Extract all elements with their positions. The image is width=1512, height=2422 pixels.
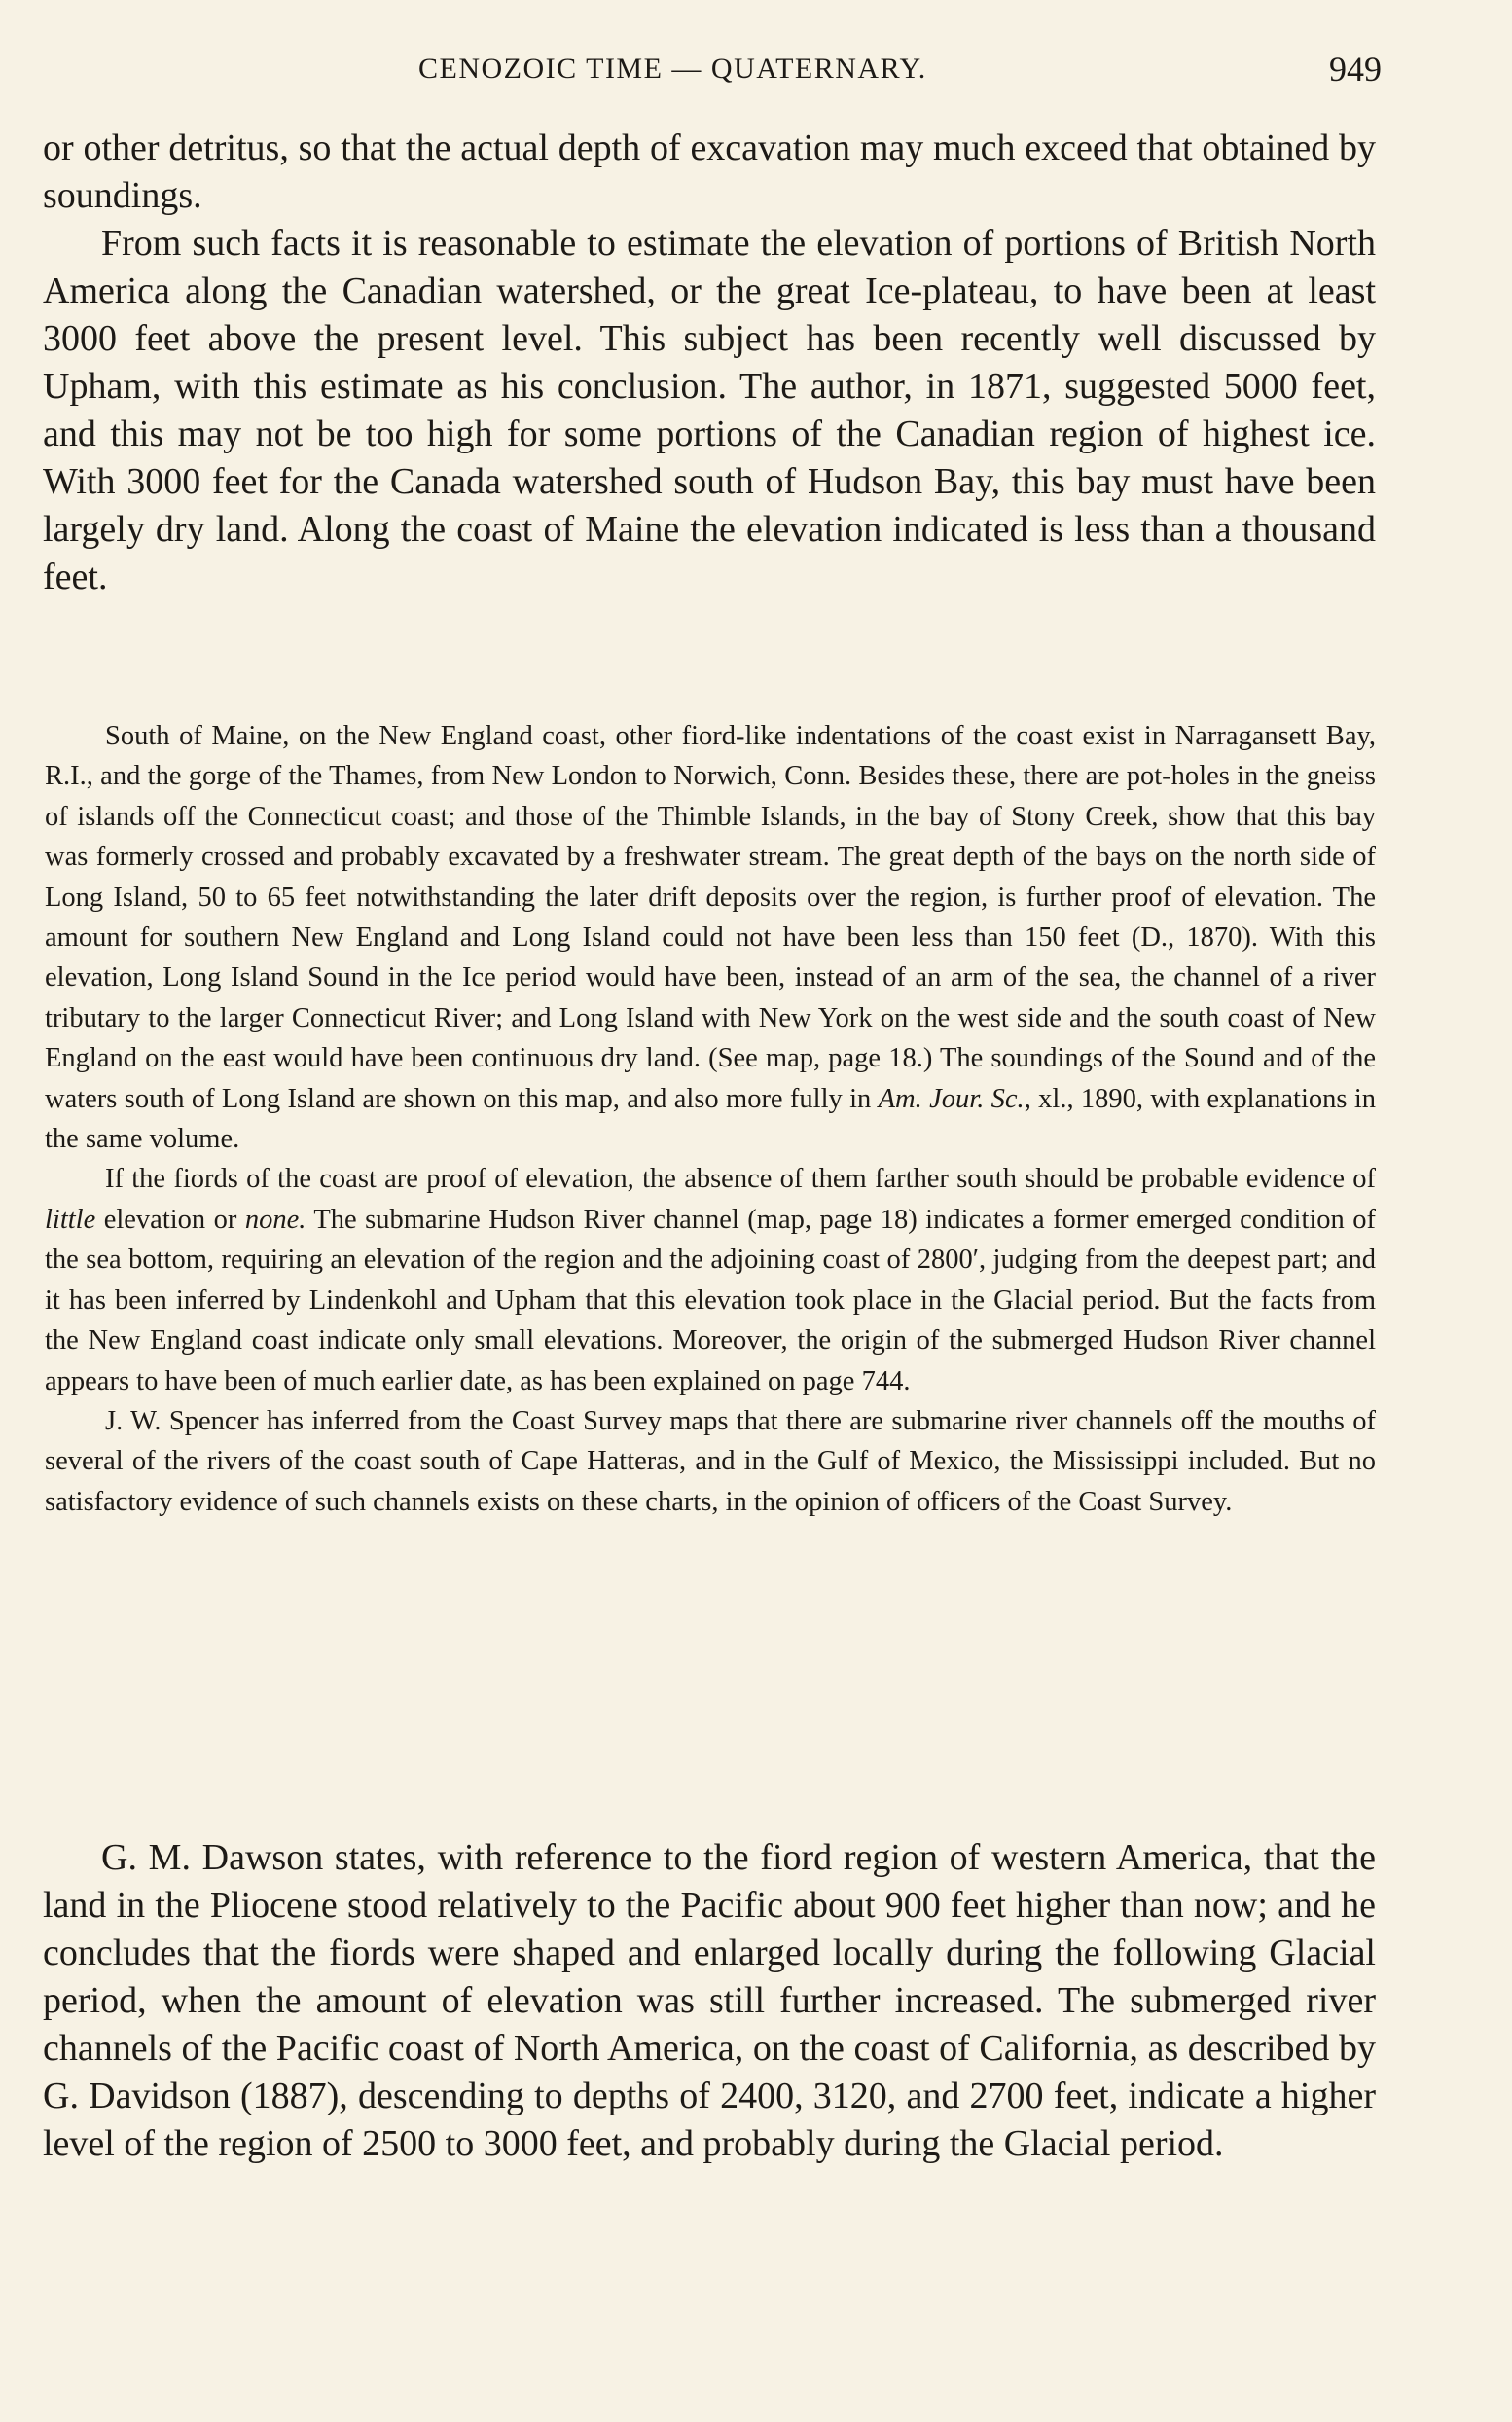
- small-print-notes: [45, 716, 1376, 1522]
- note-text: The submarine Hudson River channel (map, page 18) indicates a former emerged condition of the sea bottom, requiring an elevation of the region and the adjoining coast of 2800′, judging from the deepest part; and it has been inferred by Lindenkohl and Upham that this elevation took place in the Glacial period. But the facts from the New England coast indicate only small elevations. Moreover, the origin of the submerged Hudson River channel appears to have been of much earlier date, as has been explained on page 744.: [45, 1204, 1376, 1396]
- page-number: 949: [1329, 50, 1382, 89]
- note-new-england-coast: [45, 716, 1376, 1159]
- note-text: , xl., 1890, with explanations in the same volume.: [45, 1083, 1376, 1155]
- journal-citation: Am. Jour. Sc.: [878, 1083, 1025, 1114]
- note-text: If the fiords of the coast are proof of elevation, the absence of them farther south should be probable evidence of: [105, 1164, 1376, 1195]
- note-text: South of Maine, on the New England coast, other fiord-like indentations of the coast exist in Narragansett Bay, R.I., and the gorge of the Thames, from New London to Norwich, Conn. Besides these, there are pot-holes in the gneiss of islands off the Connecticut coast; and those of the Thimble Islands, in the bay of Stony Creek, show that this bay was formerly crossed and probably excavated by a freshwater stream. The great depth of the bays on the north side of Long Island, 50 to 65 feet notwithstanding the later drift deposits over the region, is further proof of elevation. The amount for southern New England and Long Island could not have been less than 150 feet (D., 1870). With this elevation, Long Island Sound in the Ice period would have been, instead of an arm of the sea, the channel of a river tributary to the larger Connecticut River; and Long Island with New York on the west side and the south coast of New England on the east would have been continuous dry land. (See map, page 18.) The soundings of the Sound and of the waters south of Long Island are shown on this map, and also more fully in: [45, 721, 1376, 1114]
- note-spencer: J. W. Spencer has inferred from the Coast Survey maps that there are submarine river channels off the mouths of several of the rivers of the coast south of Cape Hatteras, and in the Gulf of Mexico, the Mississippi included. But no satisfactory evidence of such channels exists on these charts, in the opinion of officers of the Coast Survey.: [45, 1405, 1376, 1517]
- paragraph-elevation-estimate: From such facts it is reasonable to estimate the elevation of portions of British North America along the Canadian watershed, or the great Ice-plateau, to have been at least 3000 feet above the present level. This subject has been recently well discussed by Upham, with this estimate as his conclusion. The author, in 1871, suggested 5000 feet, and this may not be too high for some portions of the Canadian region of highest ice. With 3000 feet for the Canada watershed south of Hudson Bay, this bay must have been largely dry land. Along the coast of Maine the elevation indicated is less than a thousand feet.: [43, 223, 1376, 597]
- main-text-top: [43, 125, 1376, 601]
- emphasis-little: little: [45, 1204, 96, 1235]
- paragraph-continuation: or other detritus, so that the actual depth of excavation may much exceed that obtained by soundings.: [43, 127, 1376, 216]
- running-head: [39, 47, 1382, 95]
- note-text: elevation or: [95, 1204, 245, 1235]
- main-text-bottom: [43, 1834, 1376, 2168]
- running-title: CENOZOIC TIME — QUATERNARY.: [418, 53, 927, 85]
- note-hudson-channel: [45, 1159, 1376, 1400]
- paragraph-dawson: G. M. Dawson states, with reference to the fiord region of western America, that the land in the Pliocene stood relatively to the Pacific about 900 feet higher than now; and he concludes that the fiords were shaped and enlarged locally during the following Glacial period, when the amount of elevation was still further increased. The submerged river channels of the Pacific coast of North America, on the coast of California, as described by G. Davidson (1887), descending to depths of 2400, 3120, and 2700 feet, indicate a higher level of the region of 2500 to 3000 feet, and probably during the Glacial period.: [43, 1837, 1376, 2164]
- emphasis-none: none.: [244, 1204, 306, 1235]
